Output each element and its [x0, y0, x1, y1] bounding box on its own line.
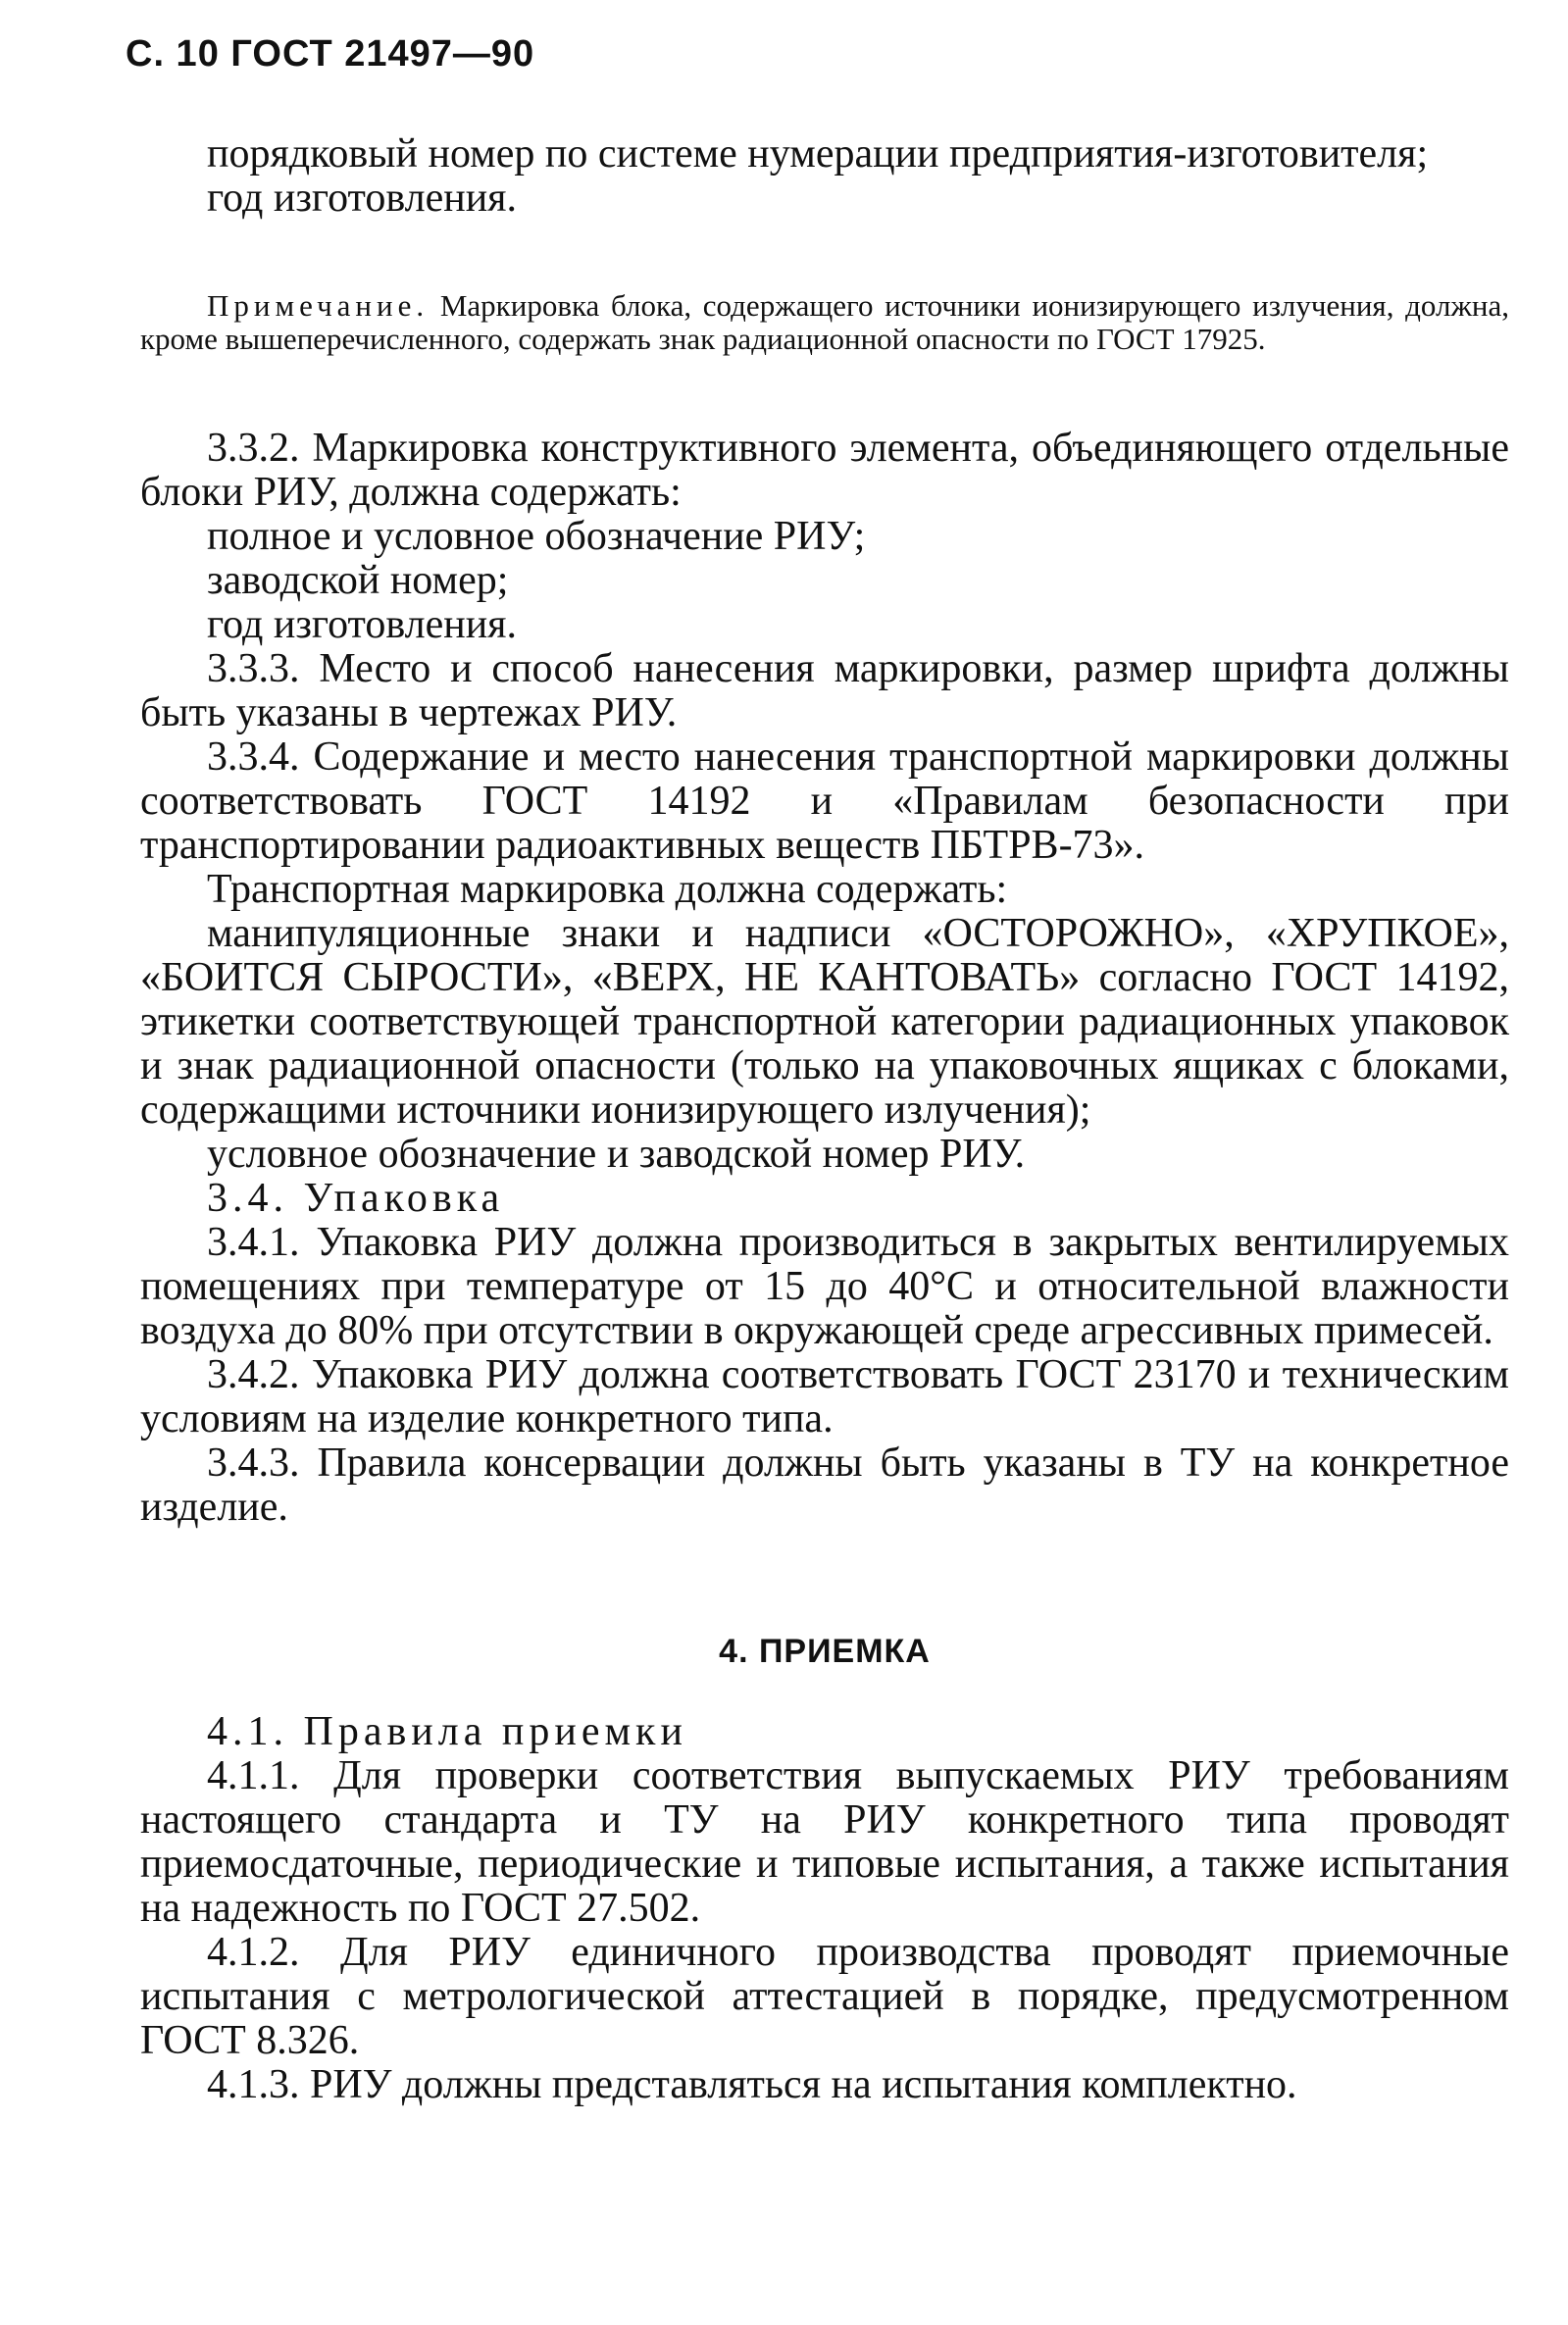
s41-heading: 4.1. Правила приемки	[207, 1709, 687, 1754]
s334-paragraph-4: условное обозначение и заводской номер РИУ.	[207, 1132, 1026, 1177]
s332-item-1: полное и условное обозначение РИУ;	[207, 514, 866, 559]
section-4	[140, 1633, 1509, 2107]
s332-lead: 3.3.2. Маркировка конструктивного элемента, объединяющего отдельные блоки РИУ, должна содержать:	[140, 426, 1509, 515]
note-block	[140, 289, 1509, 356]
s334-paragraph-3: манипуляционные знаки и надписи «ОСТОРОЖНО», «ХРУПКОЕ», «БОИТСЯ СЫРОСТИ», «ВЕРХ, НЕ КАНТОВАТЬ» согласно ГОСТ 14192, этикетки соответствующей транспортной категории радиационных упаковок и знак радиационной опасности (только на упаковочных ящиках с блоками, содержащими источники ионизирующего излучения);	[140, 911, 1509, 1133]
section-3-3-2	[140, 427, 1509, 1530]
note-paragraph	[140, 289, 1509, 356]
intro-block	[140, 132, 1509, 221]
s332-item-3: год изготовления.	[207, 602, 517, 647]
intro-line-2: год изготовления.	[207, 176, 517, 221]
s342-paragraph: 3.4.2. Упаковка РИУ должна соответствовать ГОСТ 23170 и техническим условиям на изделие конкретного типа.	[140, 1352, 1509, 1441]
s412-paragraph: 4.1.2. Для РИУ единичного производства проводят приемочные испытания с метрологической аттестацией в порядке, предусмотренном ГОСТ 8.326.	[140, 1930, 1509, 2063]
page-header: С. 10 ГОСТ 21497—90	[126, 33, 535, 75]
s334-paragraph-2: Транспортная маркировка должна содержать:	[207, 867, 1008, 912]
s413-paragraph: 4.1.3. РИУ должны представляться на испытания комплектно.	[207, 2062, 1297, 2107]
note-label: Примечание.	[207, 288, 430, 323]
note-text: Маркировка блока, содержащего источники ионизирующего излучения, должна, кроме вышеперечисленного, содержать знак радиационной опасности по ГОСТ 17925.	[140, 288, 1510, 356]
section-4-title: 4. ПРИЕМКА	[719, 1633, 931, 1670]
s341-paragraph: 3.4.1. Упаковка РИУ должна производиться в закрытых вентилируемых помещениях при температуре от 15 до 40°С и относительной влажности воздуха до 80% при отсутствии в окружающей среде агрессивных примесей.	[140, 1220, 1509, 1353]
s343-paragraph: 3.4.3. Правила консервации должны быть указаны в ТУ на конкретное изделие.	[140, 1440, 1509, 1530]
intro-line-1: порядковый номер по системе нумерации предприятия-изготовителя;	[207, 131, 1429, 177]
s334-paragraph-1: 3.3.4. Содержание и место нанесения транспортной маркировки должны соответствовать ГОСТ 14192 и «Правилам безопасности при транспортировании радиоактивных веществ ПБТРВ-73».	[140, 734, 1509, 868]
s34-heading: 3.4. Упаковка	[207, 1176, 505, 1221]
s332-item-2: заводской номер;	[207, 558, 509, 603]
s411-paragraph: 4.1.1. Для проверки соответствия выпускаемых РИУ требованиям настоящего стандарта и ТУ на РИУ конкретного типа проводят приемосдаточные, периодические и типовые испытания, а также испытания на надежность по ГОСТ 27.502.	[140, 1753, 1509, 1931]
s333-paragraph: 3.3.3. Место и способ нанесения маркировки, размер шрифта должны быть указаны в чертежах РИУ.	[140, 646, 1509, 735]
